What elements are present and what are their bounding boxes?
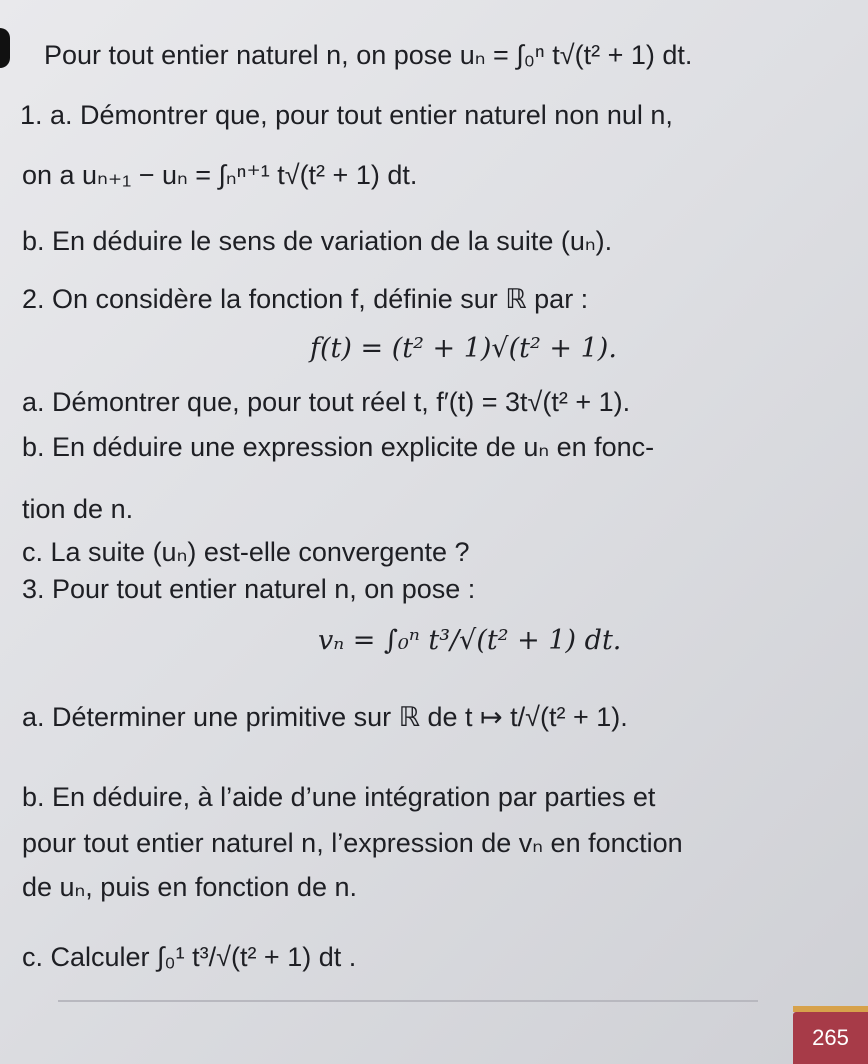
function-definition: f(t) = (t² + 1)√(t² + 1). bbox=[310, 333, 617, 364]
margin-mark bbox=[0, 28, 10, 68]
question-1a-formula-line: on a uₙ₊₁ − uₙ = ∫ₙⁿ⁺¹ t√(t² + 1) dt. bbox=[22, 160, 418, 190]
question-2c-line: c. La suite (uₙ) est-elle convergente ? bbox=[22, 537, 470, 567]
v-sequence-definition: vₙ = ∫₀ⁿ t³/√(t² + 1) dt. bbox=[318, 625, 622, 656]
question-2b-line: b. En déduire une expression explicite de uₙ en fonc- bbox=[22, 432, 655, 462]
question-3a-line: a. Déterminer une primitive sur ℝ de t ↦ t/√(t² + 1). bbox=[22, 702, 628, 732]
question-2-line: 2. On considère la fonction f, définie sur ℝ par : bbox=[22, 284, 589, 314]
question-3-line: 3. Pour tout entier naturel n, on pose : bbox=[22, 574, 476, 604]
question-3b-continuation-1: pour tout entier naturel n, l’expression de vₙ en fonction bbox=[22, 828, 683, 858]
question-2b-continuation: tion de n. bbox=[22, 494, 134, 524]
question-3b-line: b. En déduire, à l’aide d’une intégration par parties et bbox=[22, 782, 656, 812]
question-3b-continuation-2: de uₙ, puis en fonction de n. bbox=[22, 872, 357, 902]
intro-line: Pour tout entier naturel n, on pose uₙ = ∫₀ⁿ t√(t² + 1) dt. bbox=[44, 40, 693, 70]
page-number-badge: 265 bbox=[793, 1012, 868, 1064]
question-2a-line: a. Démontrer que, pour tout réel t, f′(t) = 3t√(t² + 1). bbox=[22, 387, 631, 417]
footer-rule bbox=[58, 1000, 758, 1002]
question-3c-line: c. Calculer ∫₀¹ t³/√(t² + 1) dt . bbox=[22, 942, 357, 972]
question-1a-line: 1. a. Démontrer que, pour tout entier naturel non nul n, bbox=[20, 100, 673, 130]
question-1b-line: b. En déduire le sens de variation de la suite (uₙ). bbox=[22, 226, 613, 256]
